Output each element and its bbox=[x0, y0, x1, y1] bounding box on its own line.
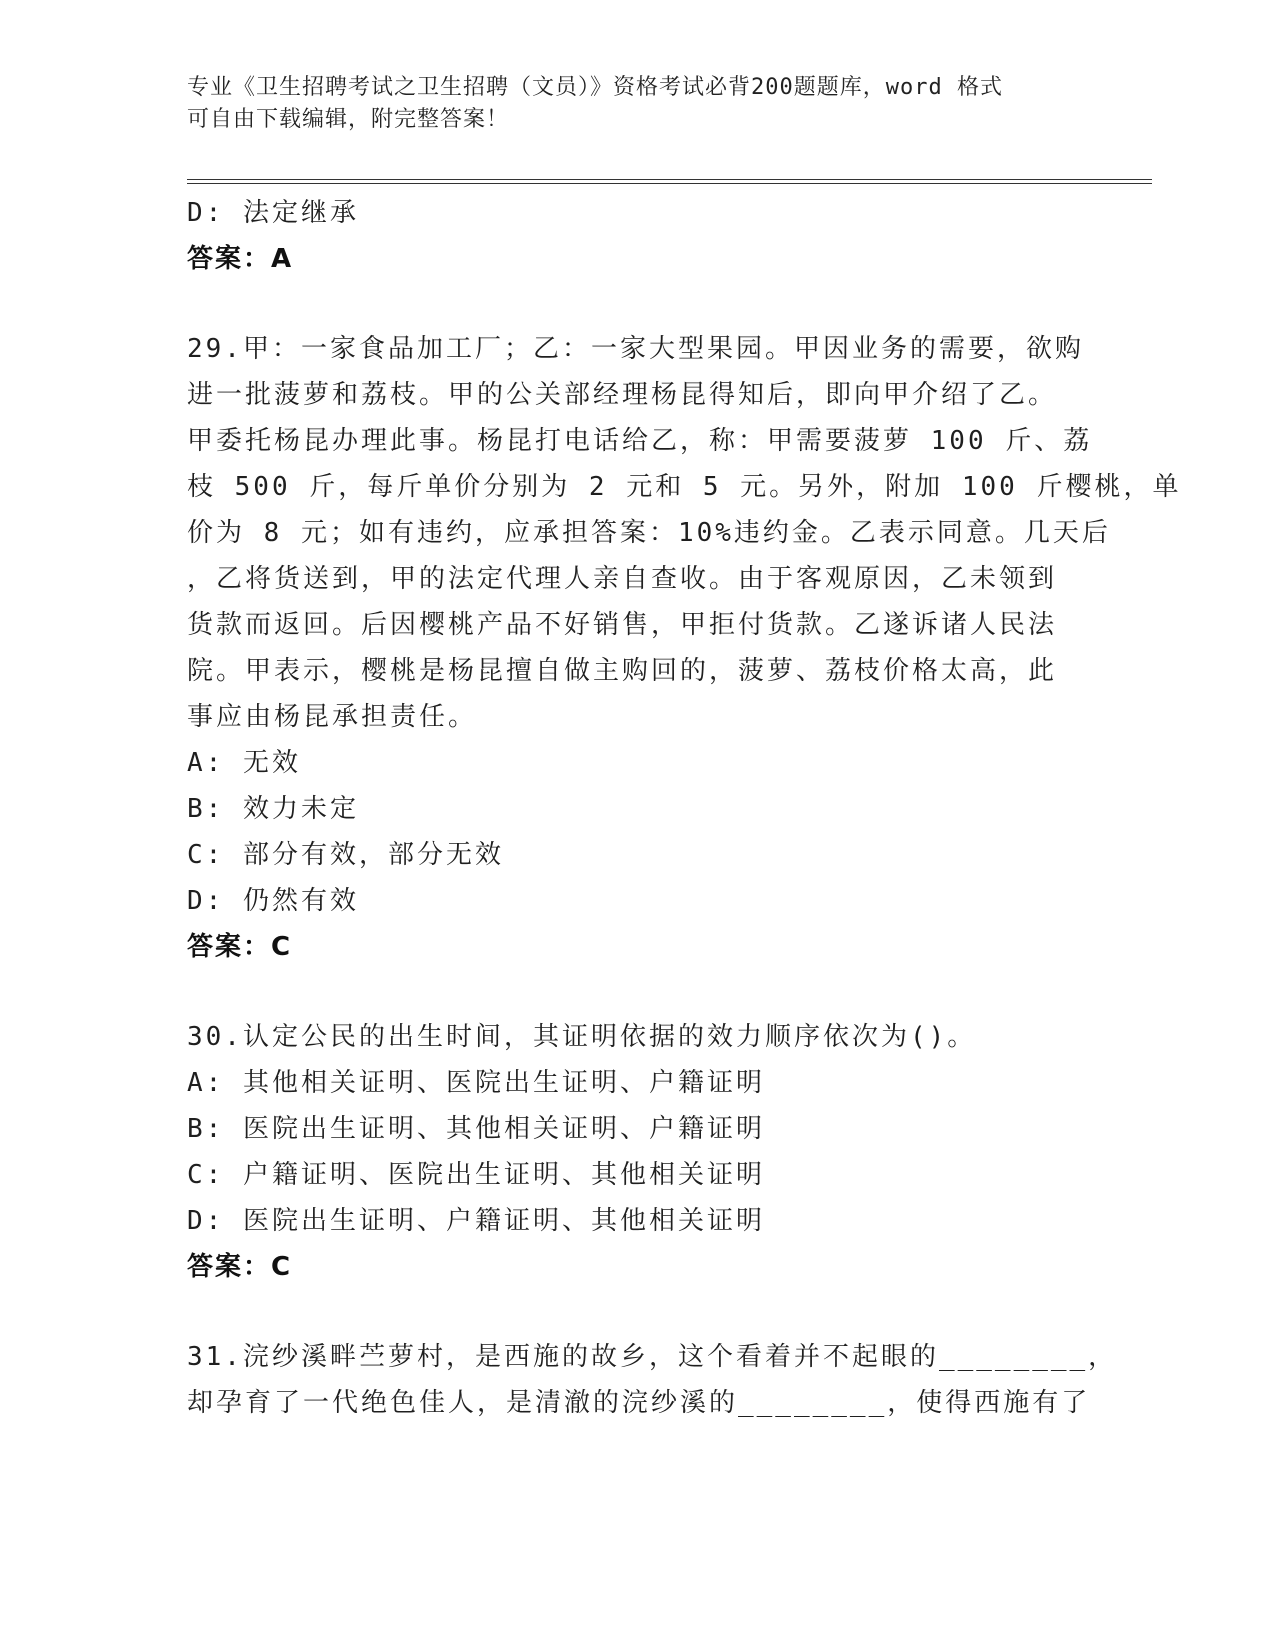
question-29-option-c: C: 部分有效，部分无效 bbox=[187, 840, 504, 870]
question-30-option-d: D: 医院出生证明、户籍证明、其他相关证明 bbox=[187, 1206, 765, 1236]
prev-question-option-d: D: 法定继承 bbox=[187, 198, 359, 228]
question-spacer bbox=[187, 1290, 1087, 1334]
question-30 bbox=[187, 1014, 1087, 1290]
question-30-option-b: B: 医院出生证明、其他相关证明、户籍证明 bbox=[187, 1114, 765, 1144]
question-30-option-c: C: 户籍证明、医院出生证明、其他相关证明 bbox=[187, 1160, 765, 1190]
page-header bbox=[187, 72, 1067, 136]
question-29-stem-line: 价为 8 元；如有违约，应承担答案：10%违约金。乙表示同意。几天后 bbox=[187, 518, 1111, 548]
prev-question-answer: 答案：A bbox=[187, 244, 294, 274]
question-spacer bbox=[187, 970, 1087, 1014]
question-29-option-a: A: 无效 bbox=[187, 748, 301, 778]
header-divider-bottom bbox=[187, 183, 1152, 184]
question-29 bbox=[187, 326, 1182, 970]
question-29-stem-line: 29.甲：一家食品加工厂；乙：一家大型果园。甲因业务的需要，欲购 bbox=[187, 334, 1084, 364]
question-29-stem-line: 甲委托杨昆办理此事。杨昆打电话给乙，称：甲需要菠萝 100 斤、荔 bbox=[187, 426, 1093, 456]
document-body bbox=[187, 190, 1182, 1426]
question-29-option-d: D: 仍然有效 bbox=[187, 886, 359, 916]
question-29-stem-line: 事应由杨昆承担责任。 bbox=[187, 702, 478, 732]
question-29-answer: 答案：C bbox=[187, 932, 293, 962]
question-30-option-a: A: 其他相关证明、医院出生证明、户籍证明 bbox=[187, 1068, 765, 1098]
question-31-stem-line: 却孕育了一代绝色佳人，是清澈的浣纱溪的________，使得西施有了 bbox=[187, 1388, 1091, 1418]
question-29-stem-line: 院。甲表示，樱桃是杨昆擅自做主购回的，菠萝、荔枝价格太高，此 bbox=[187, 656, 1058, 686]
question-31-stem-line: 31.浣纱溪畔苎萝村，是西施的故乡，这个看着并不起眼的________， bbox=[187, 1342, 1118, 1372]
header-divider-top bbox=[187, 179, 1152, 180]
question-29-stem-line: 枝 500 斤，每斤单价分别为 2 元和 5 元。另外，附加 100 斤樱桃，单 bbox=[187, 472, 1182, 502]
header-title-line-2: 可自由下载编辑，附完整答案！ bbox=[187, 107, 510, 132]
question-30-answer: 答案：C bbox=[187, 1252, 293, 1282]
question-31 bbox=[187, 1334, 1118, 1426]
question-30-stem: 30.认定公民的出生时间，其证明依据的效力顺序依次为()。 bbox=[187, 1022, 977, 1052]
question-spacer bbox=[187, 282, 1087, 326]
question-29-option-b: B: 效力未定 bbox=[187, 794, 359, 824]
question-29-stem-line: 进一批菠萝和荔枝。甲的公关部经理杨昆得知后，即向甲介绍了乙。 bbox=[187, 380, 1058, 410]
question-29-stem-line: ，乙将货送到，甲的法定代理人亲自查收。由于客观原因，乙未领到 bbox=[187, 564, 1058, 594]
question-29-stem-line: 货款而返回。后因樱桃产品不好销售，甲拒付货款。乙遂诉诸人民法 bbox=[187, 610, 1058, 640]
header-title-line-1: 专业《卫生招聘考试之卫生招聘（文员）》资格考试必背200题题库，word 格式 bbox=[187, 75, 1003, 100]
